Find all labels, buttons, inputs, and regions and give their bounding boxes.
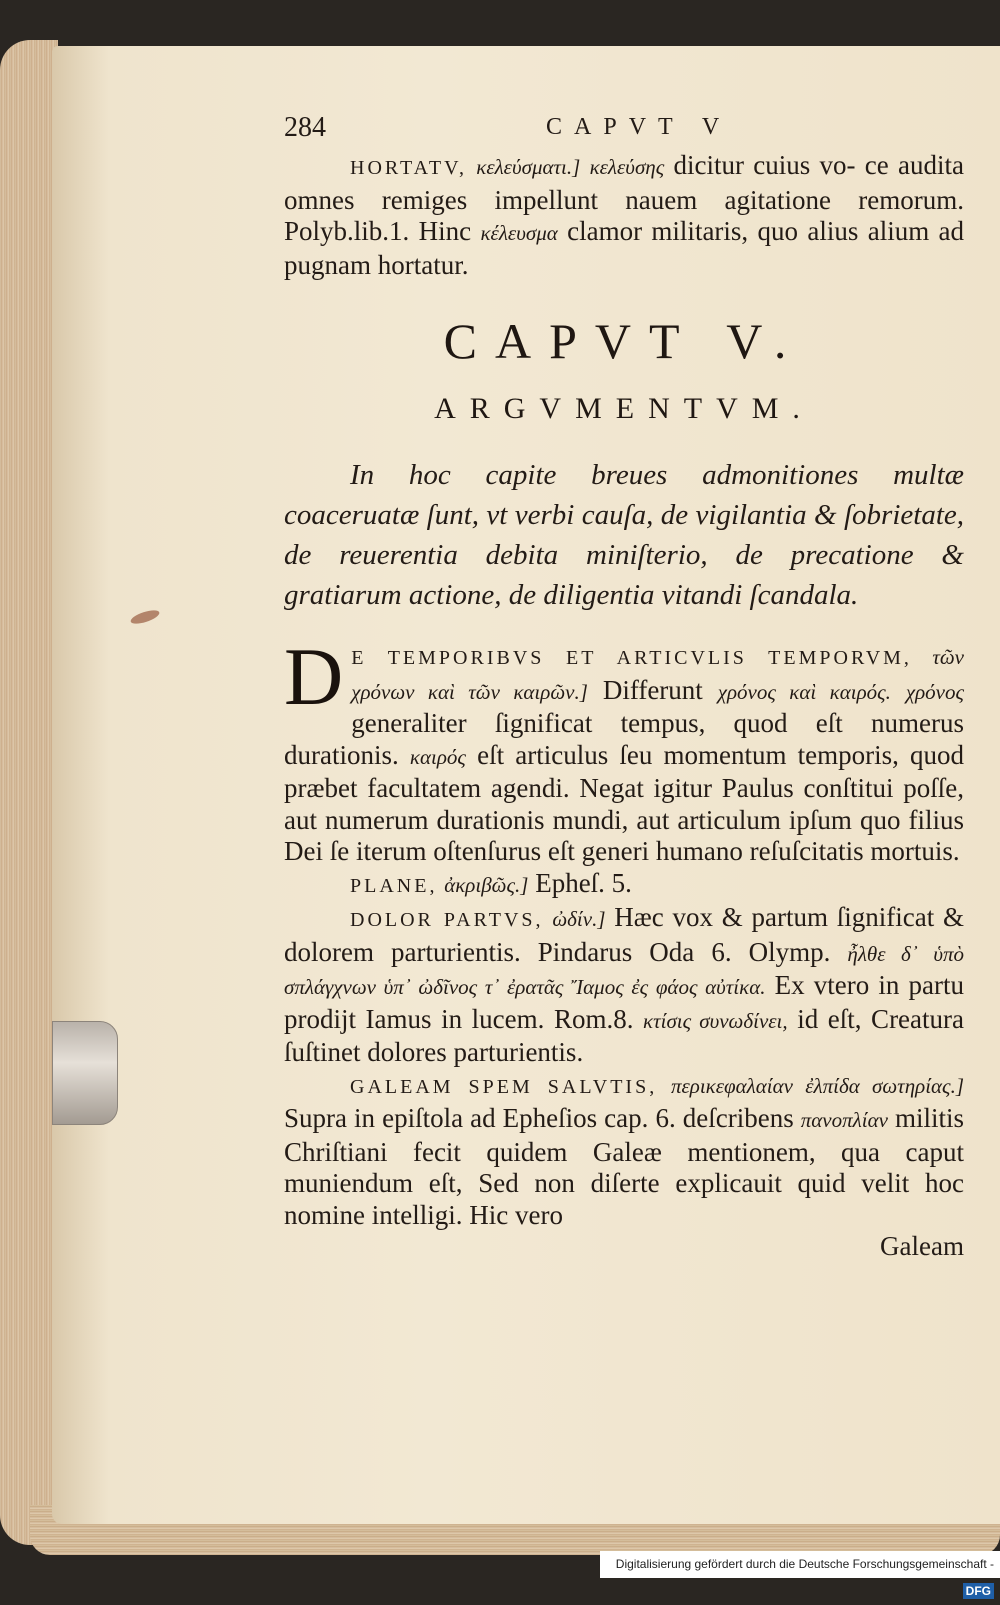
page-number: 284 <box>284 112 326 143</box>
chapter-title: CAPVT V. <box>443 313 805 369</box>
greek-text: κέλευσμα <box>480 221 558 245</box>
greek-text: κελεύσης <box>589 155 665 179</box>
section-dolor <box>284 902 964 1069</box>
page-clip <box>52 1021 118 1125</box>
latin-text: eſt articulus ſeu momentum temporis, quod præbet facultatem agendi. Negat igitur Paulus conſtitui poſſe, aut numerum durationis mundi, aut articulum ipſum quo filius Dei ſe iterum oſtenſurus eſt generi humano reſuſcitatis mortuis. <box>284 739 965 866</box>
latin-text: clamor militaris, quo alius alium ad pugnam hortatur. <box>284 216 965 280</box>
greek-text: περικεφαλαίαν ἐλπίδα σωτηρίας.] <box>670 1073 964 1098</box>
latin-text: militis Chriſtiani fecit quidem Galeæ mentionem, qua caput muniendum eſt, Sed non diſerte explicauit quid velit hoc nomine intelligi. Hic vero <box>284 1103 965 1230</box>
greek-text: ἀκριβῶς.] <box>444 872 529 897</box>
latin-text: Ex vtero in partu prodijt Iamus in lucem. Rom.8. <box>284 970 964 1034</box>
lemma: DOLOR PARTVS, <box>350 909 544 931</box>
commentary-body <box>284 631 965 1263</box>
section-temporibus <box>284 631 965 868</box>
greek-text: χρόνος <box>905 679 964 704</box>
opening-paragraph <box>284 150 964 281</box>
section-galeam <box>284 1069 964 1232</box>
latin-text: id eſt, Creatura ſuſtinet dolores parturientis. <box>284 1003 965 1067</box>
latin-text: Hæc vox & partum ſignificat & dolorem parturientis. Pindarus Oda 6. Olymp. <box>284 902 965 967</box>
greek-text: ἦλθε δ᾽ ὑπὸ σπλάγχνων ὑπ᾽ ὠδῖνος τ᾽ ἐρατᾶς Ἴαμος ἐς φάος αὐτίκα. <box>284 941 964 999</box>
catchword: Galeam <box>880 1231 964 1261</box>
greek-text: τῶν χρόνων καὶ τῶν καιρῶν.] <box>351 645 964 704</box>
digitization-footer <box>600 1551 1000 1598</box>
greek-text: κτίσις συνωδίνει, <box>643 1008 788 1033</box>
lemma: PLANE, <box>350 874 438 897</box>
greek-text: πανοπλίαν <box>800 1108 888 1132</box>
latin-text: Differunt <box>602 674 703 705</box>
latin-text: generaliter ſignificat tempus, quod eſt numerus durationis. <box>284 708 964 770</box>
section-plane <box>284 868 964 903</box>
dfg-logo: DFG <box>963 1583 994 1599</box>
greek-text: χρόνος καὶ καιρός. <box>717 679 891 704</box>
greek-text: κελεύσματι.] <box>476 155 581 179</box>
greek-text: ὠδίν.] <box>552 907 606 931</box>
book-page-edges <box>0 40 58 1545</box>
drop-cap: D <box>284 631 344 722</box>
lemma: HORTATV, <box>350 157 467 179</box>
ink-stain <box>129 608 161 627</box>
argument-text: In hoc capite breues admonitiones multæ coaceruatæ ſunt, vt verbi cauſa, de vigilantia & ſobrietate, de reuerentia debita miniſterio, de precatione & gratiarum actione, de diligentia vitandi ſcandala. <box>284 459 964 611</box>
greek-text: καιρός <box>409 744 466 769</box>
latin-text: Epheſ. 5. <box>535 867 632 898</box>
argument-heading: ARGVMENTVM. <box>434 392 814 425</box>
lemma: GALEAM SPEM SALVTIS, <box>350 1075 658 1098</box>
running-title: CAPVT V <box>546 114 732 140</box>
lemma: E TEMPORIBVS ET ARTICVLIS TEMPORVM, <box>351 647 912 669</box>
latin-text: Supra in epiſtola ad Epheſios cap. 6. deſcribens <box>284 1103 794 1133</box>
latin-text: dicitur cuius vo- ce audita omnes remiges impellunt nauem agitatione remorum. Polyb.lib.1. Hinc <box>284 150 965 246</box>
footer-text: Digitalisierung gefördert durch die Deutsche Forschungsgemeinschaft - <box>615 1557 994 1571</box>
running-head <box>284 112 964 152</box>
